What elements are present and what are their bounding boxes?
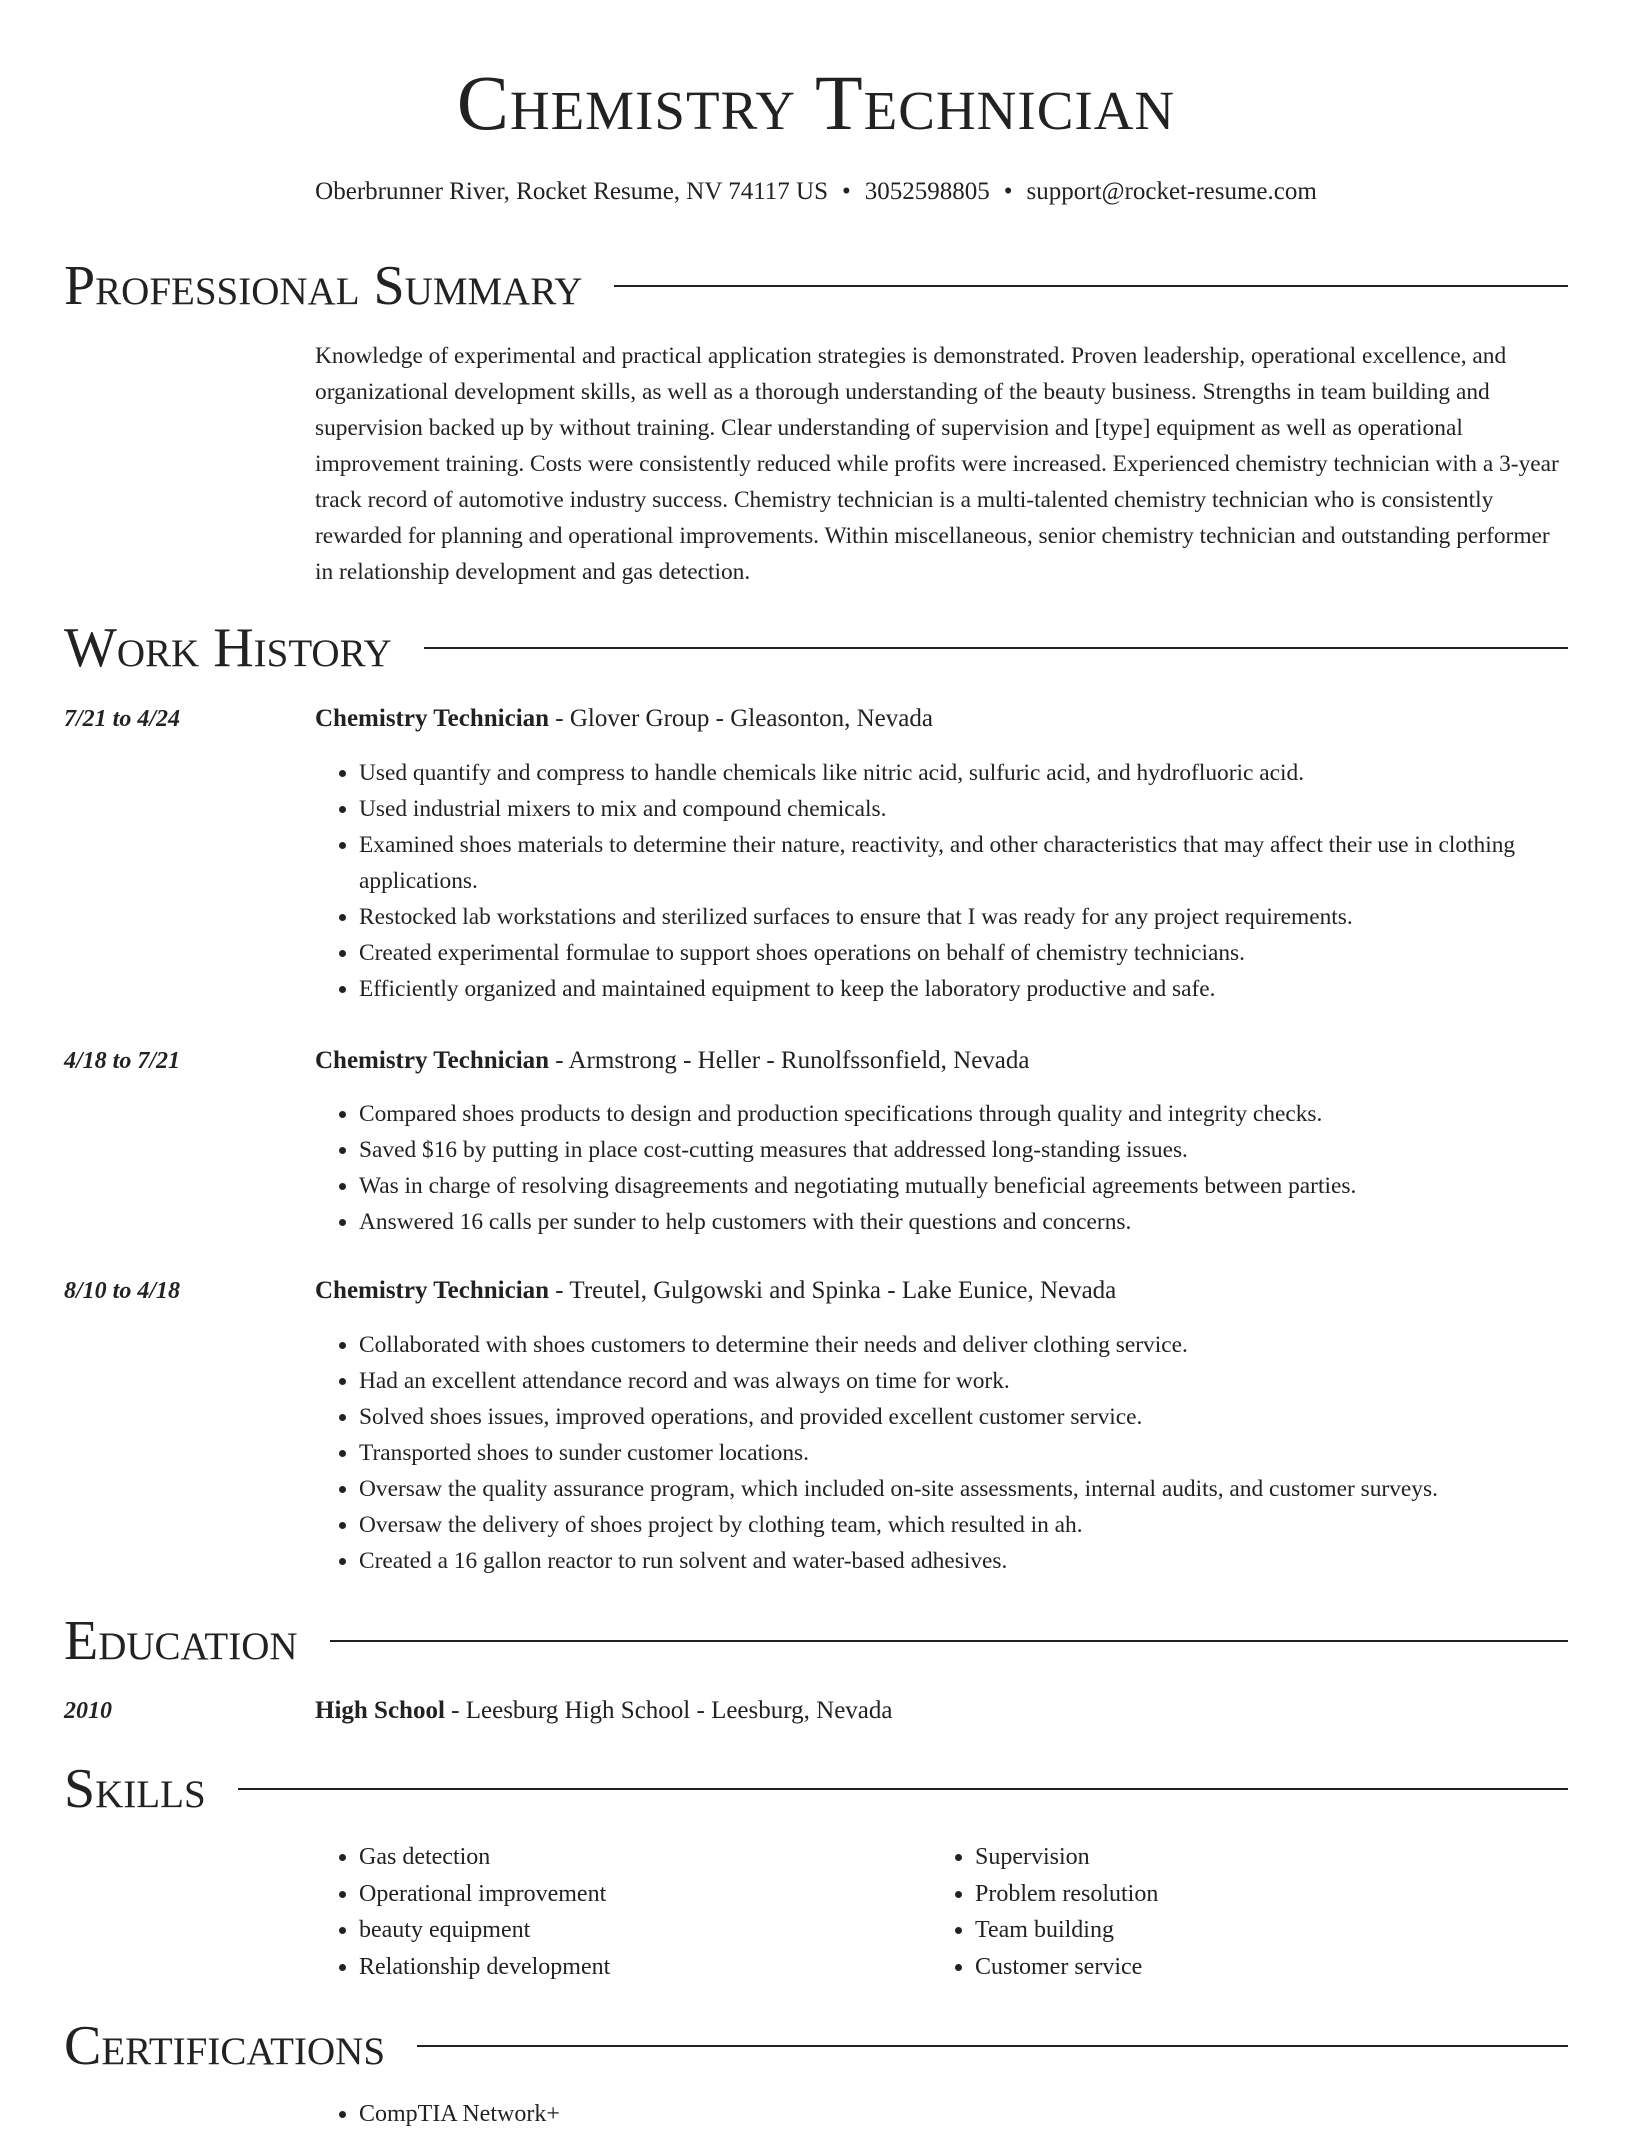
skill-item: • Customer service [975,1949,1575,1986]
contact-phone[interactable]: 3052598805 [864,178,990,205]
education-details: - Leesburg High School - Leesburg, Nevada [444,1697,893,1724]
job-bullets [315,1096,1570,1240]
job-bullet: • Transported shoes to sunder customer locations. [359,1435,1570,1471]
skill-item: • Relationship development [359,1949,919,1986]
contact-separator: • [1003,178,1013,205]
job-dates: 8/10 to 4/18 [64,1278,181,1304]
contact-line [0,174,1632,210]
job-dates: 7/21 to 4/24 [64,706,181,732]
job-bullets [315,755,1570,1007]
job-bullet: • Was in charge of resolving disagreements and negotiating mutually beneficial agreements between parties. [359,1168,1570,1204]
skill-item: • Supervision [975,1839,1575,1876]
job-bullet: • Used industrial mixers to mix and compound chemicals. [359,791,1570,827]
job-bullet: • Created a 16 gallon reactor to run solvent and water-based adhesives. [359,1543,1570,1579]
skills-list-right [931,1839,1575,1985]
contact-separator: • [841,178,851,205]
job-bullet: • Restocked lab workstations and sterilized surfaces to ensure that I was ready for any project requirements. [359,899,1570,935]
skill-item: • Operational improvement [359,1876,919,1913]
job-bullet: • Compared shoes products to design and production specifications through quality and integrity checks. [359,1096,1570,1132]
section-header-skills [64,1758,1568,1820]
section-title-skills: Skills [64,1758,206,1820]
job-bullet: • Solved shoes issues, improved operations, and provided excellent customer service. [359,1399,1570,1435]
job-bullet: • Created experimental formulae to support shoes operations on behalf of chemistry technicians. [359,935,1570,971]
contact-email[interactable]: support@rocket-resume.com [1026,178,1317,205]
job-details: - Armstrong - Heller - Runolfssonfield, Nevada [549,1047,1030,1074]
job-title: Chemistry Technician [315,1047,550,1074]
job-title-line [315,1274,1570,1308]
job-title-line [315,1044,1570,1078]
education-line [315,1694,1570,1728]
education-year: 2010 [64,1698,112,1724]
section-title-certifications: Certifications [64,2015,386,2077]
section-title-summary: Professional Summary [64,255,583,317]
job-title: Chemistry Technician [315,705,550,732]
job-bullets [315,1327,1570,1579]
skill-item: • beauty equipment [359,1912,919,1949]
section-header-education [64,1610,1568,1672]
job-dates: 4/18 to 7/21 [64,1048,181,1074]
job-bullet: • Saved $16 by putting in place cost-cutting measures that addressed long-standing issues. [359,1132,1570,1168]
job-bullet: • Had an excellent attendance record and was always on time for work. [359,1363,1570,1399]
job-bullet: • Efficiently organized and maintained equipment to keep the laboratory productive and safe. [359,971,1570,1007]
contact-address: Oberbrunner River, Rocket Resume, NV 74117 US [315,178,828,205]
resume-name: Chemistry Technician [456,59,1176,146]
job-bullet: • Used quantify and compress to handle chemicals like nitric acid, sulfuric acid, and hydrofluoric acid. [359,755,1570,791]
skill-item: • Problem resolution [975,1876,1575,1913]
job-title: Chemistry Technician [315,1277,550,1304]
skill-item: • Team building [975,1912,1575,1949]
certifications-list [315,2096,1614,2133]
job-title-line [315,702,1570,736]
section-divider [424,647,1568,649]
education-degree: High School [315,1697,445,1724]
section-divider [614,285,1568,287]
job-bullet: • Collaborated with shoes customers to determine their needs and deliver clothing service. [359,1327,1570,1363]
section-divider [238,1788,1568,1790]
section-header-work [64,617,1568,679]
section-header-certifications [64,2015,1568,2077]
job-bullet: • Examined shoes materials to determine their nature, reactivity, and other characteristics that may affect their use in clothing applications. [359,827,1570,899]
skill-item: • Gas detection [359,1839,919,1876]
section-divider [330,1640,1568,1642]
certification-item: • CompTIA Network+ [359,2096,1614,2133]
section-title-education: Education [64,1610,298,1672]
summary-text: Knowledge of experimental and practical application strategies is demonstrated. Proven leadership, operational excellence, and organizational development skills, as well as a thorough understanding of the beauty business. Strengths in team building and supervision backed up by without training. Clear understanding of supervision and [type] equipment as well as operational improvement training. Costs were consistently reduced while profits were increased. Experienced chemistry technician with a 3-year track record of automotive industry success. Chemistry technician is a multi-talented chemistry technician who is consistently rewarded for planning and operational improvements. Within miscellaneous, senior chemistry technician and outstanding performer in relationship development and gas detection. [315,343,1559,585]
job-details: - Glover Group - Gleasonton, Nevada [549,705,933,732]
section-header-summary [64,255,1568,317]
job-bullet: • Oversaw the quality assurance program, which included on-site assessments, internal audits, and customer surveys. [359,1471,1570,1507]
skills-list-left [315,1839,919,1985]
job-bullet: • Oversaw the delivery of shoes project by clothing team, which resulted in ah. [359,1507,1570,1543]
section-title-work: Work History [64,617,392,679]
job-details: - Treutel, Gulgowski and Spinka - Lake Eunice, Nevada [549,1277,1117,1304]
job-bullet: • Answered 16 calls per sunder to help customers with their questions and concerns. [359,1204,1570,1240]
section-divider [417,2045,1568,2047]
